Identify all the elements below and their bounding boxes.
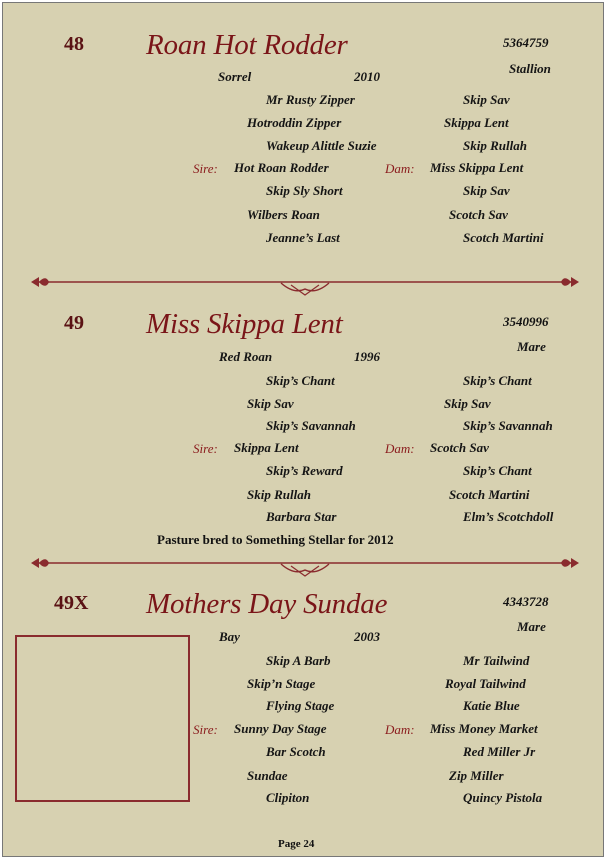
- sire-label: Sire:: [193, 441, 218, 456]
- ornamental-divider: [29, 554, 581, 578]
- dam-sire-sire: Skip Sav: [463, 92, 510, 107]
- dam-dam-dam: Scotch Martini: [463, 230, 544, 245]
- dam-grandsire: Skip Sav: [444, 396, 491, 411]
- dam-sire-dam: Katie Blue: [463, 698, 520, 713]
- dam-name: Miss Skippa Lent: [430, 160, 524, 175]
- horse-sex: Mare: [517, 339, 546, 354]
- dam-sire-sire: Mr Tailwind: [463, 653, 530, 668]
- dam-dam-sire: Red Miller Jr: [463, 744, 536, 759]
- dam-sire-dam: Skip’s Savannah: [463, 418, 553, 433]
- horse-sex: Stallion: [509, 61, 551, 76]
- lot-number: 49X: [54, 592, 89, 614]
- dam-dam-sire: Skip Sav: [463, 183, 510, 198]
- dam-grandsire: Skippa Lent: [444, 115, 509, 130]
- dam-dam-dam: Quincy Pistola: [463, 790, 543, 805]
- sire-dam: Wakeup Alittle Suzie: [266, 138, 377, 153]
- dam-sire-sire: Skip’s Chant: [463, 373, 532, 388]
- sire-sire: Skip A Barb: [266, 653, 331, 668]
- horse-name: Mothers Day Sundae: [146, 588, 388, 620]
- sire-dam-dam: Jeanne’s Last: [266, 230, 340, 245]
- dam-label: Dam:: [385, 161, 415, 176]
- sire-dam-sire: Bar Scotch: [266, 744, 326, 759]
- sire-sire: Skip’s Chant: [266, 373, 335, 388]
- registration-number: 5364759: [503, 35, 549, 50]
- horse-sex: Mare: [517, 619, 546, 634]
- horse-color: Red Roan: [219, 349, 273, 364]
- foal-year: 2003: [354, 629, 380, 644]
- sire-dam: Flying Stage: [266, 698, 335, 713]
- dam-grandsire: Royal Tailwind: [445, 676, 526, 691]
- sire-name: Hot Roan Rodder: [234, 160, 329, 175]
- registration-number: 3540996: [503, 314, 549, 329]
- sire-granddam: Wilbers Roan: [247, 207, 320, 222]
- sire-grandsire: Skip’n Stage: [247, 676, 316, 691]
- page-number: Page 24: [278, 838, 315, 850]
- ornamental-divider: [29, 273, 581, 297]
- sire-sire: Mr Rusty Zipper: [266, 92, 355, 107]
- dam-granddam: Scotch Sav: [449, 207, 508, 222]
- dam-dam-dam: Elm’s Scotchdoll: [463, 509, 554, 524]
- sire-grandsire: Hotroddin Zipper: [247, 115, 342, 130]
- dam-granddam: Scotch Martini: [449, 487, 530, 502]
- horse-color: Bay: [219, 629, 240, 644]
- dam-dam-sire: Skip’s Chant: [463, 463, 532, 478]
- dam-label: Dam:: [385, 441, 415, 456]
- sire-grandsire: Skip Sav: [247, 396, 294, 411]
- sire-dam-dam: Barbara Star: [266, 509, 337, 524]
- sire-name: Skippa Lent: [234, 440, 299, 455]
- dam-name: Miss Money Market: [430, 721, 538, 736]
- lot-number: 49: [64, 312, 84, 334]
- foal-year: 1996: [354, 349, 380, 364]
- sire-dam-sire: Skip Sly Short: [266, 183, 343, 198]
- sire-dam-dam: Clipiton: [266, 790, 310, 805]
- breeding-note: Pasture bred to Something Stellar for 2012: [157, 532, 394, 547]
- horse-color: Sorrel: [218, 69, 252, 84]
- sire-label: Sire:: [193, 722, 218, 737]
- sire-dam: Skip’s Savannah: [266, 418, 356, 433]
- horse-name: Roan Hot Rodder: [146, 29, 348, 61]
- foal-year: 2010: [354, 69, 380, 84]
- horse-name: Miss Skippa Lent: [146, 308, 343, 340]
- dam-sire-dam: Skip Rullah: [463, 138, 527, 153]
- sire-granddam: Skip Rullah: [247, 487, 311, 502]
- dam-granddam: Zip Miller: [449, 768, 504, 783]
- registration-number: 4343728: [503, 594, 549, 609]
- sire-label: Sire:: [193, 161, 218, 176]
- sire-dam-sire: Skip’s Reward: [266, 463, 343, 478]
- sire-name: Sunny Day Stage: [234, 721, 327, 736]
- dam-name: Scotch Sav: [430, 440, 489, 455]
- photo-placeholder: [15, 635, 190, 802]
- catalog-page: [2, 2, 604, 857]
- lot-number: 48: [64, 33, 84, 55]
- sire-granddam: Sundae: [247, 768, 288, 783]
- dam-label: Dam:: [385, 722, 415, 737]
